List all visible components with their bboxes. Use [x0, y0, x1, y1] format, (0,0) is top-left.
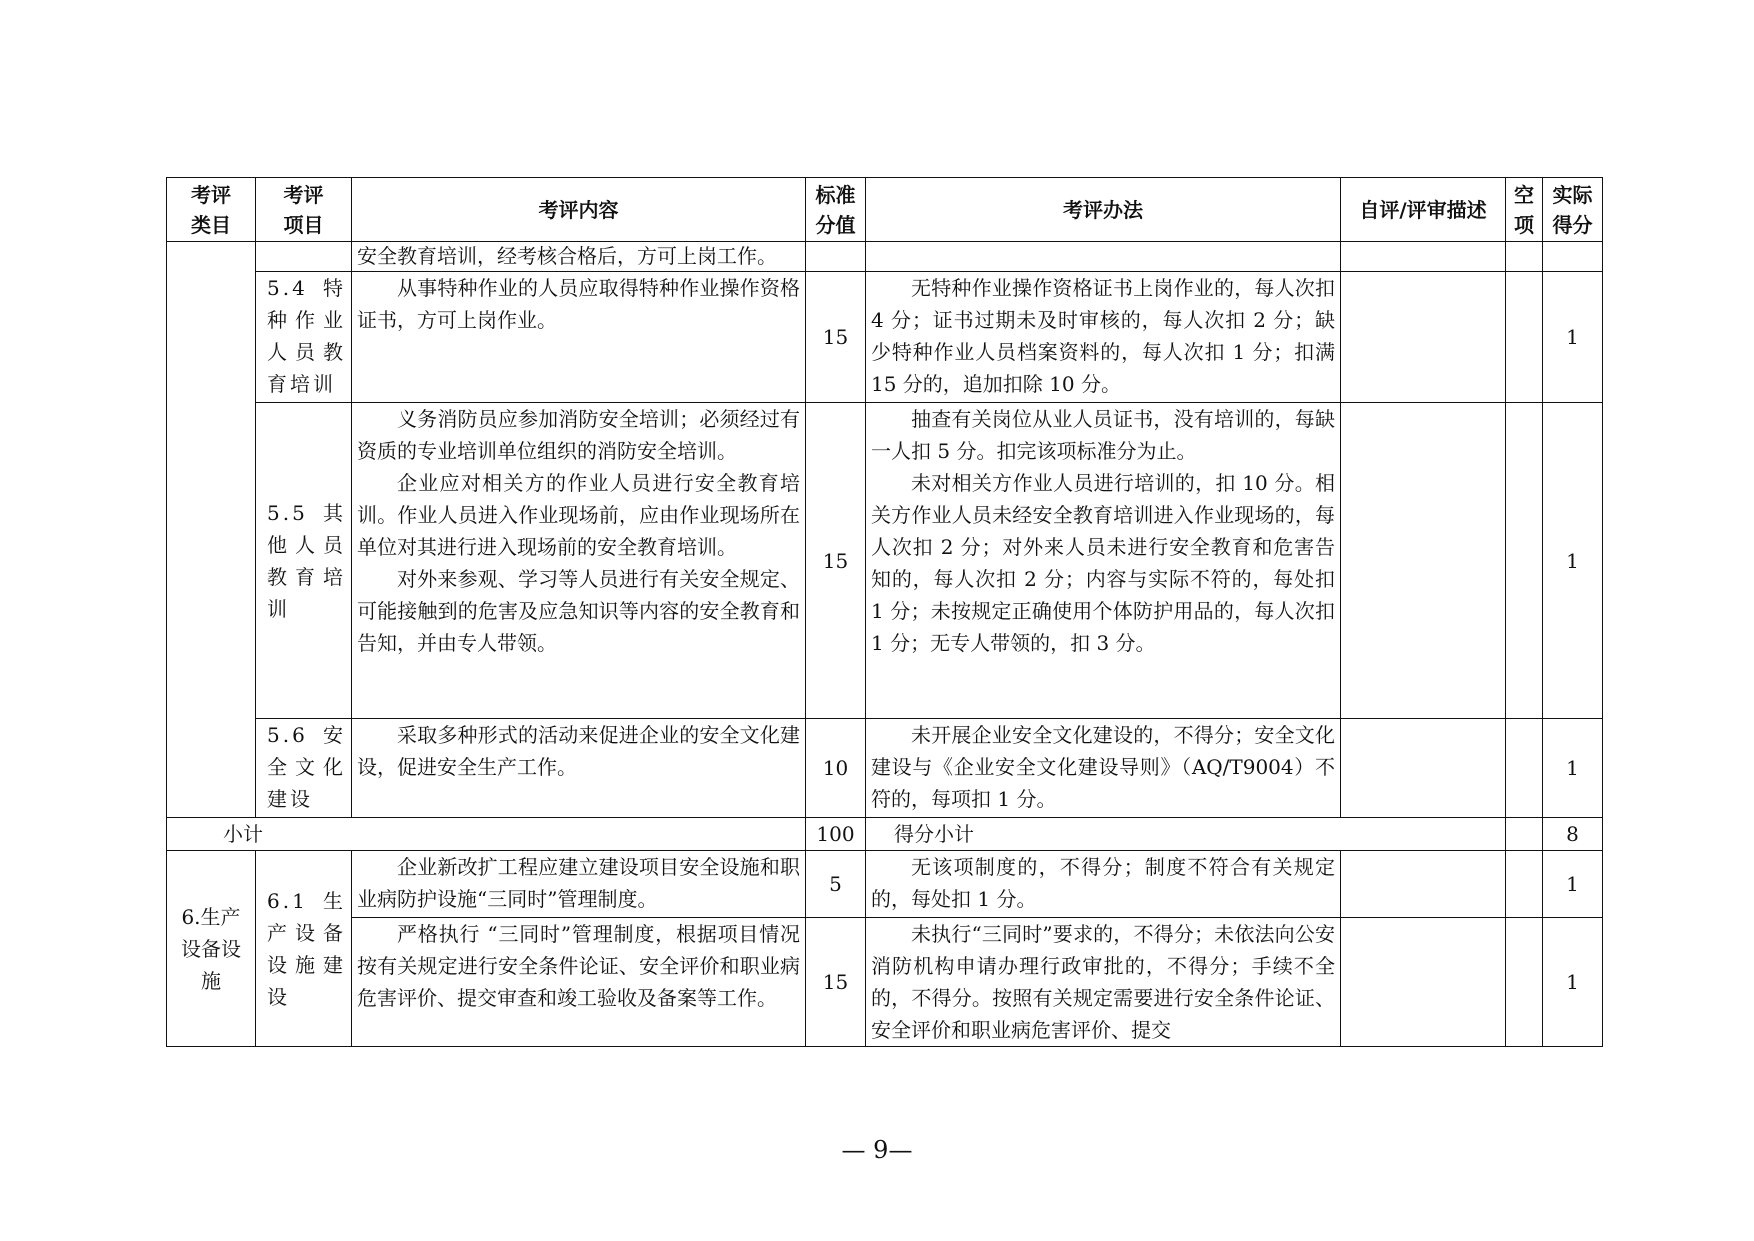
content-cell: 安全教育培训，经考核合格后，方可上岗工作。	[352, 242, 806, 272]
table-row	[167, 918, 1603, 1047]
empty-item-cell	[1506, 272, 1543, 403]
content-cell: 义务消防员应参加消防安全培训；必须经过有资质的专业培训单位组织的消防安全培训。 企业应对相关方的作业人员进行安全教育培训。作业人员进入作业现场前，应由作业现场所在单位对其进行进入现场前的安全教育培训。 对外来参观、学习等人员进行有关安全规定、可能接触到的危害及应急知识等内容的安全教育和告知，并由专人带领。	[352, 403, 806, 719]
self-review-cell	[1341, 272, 1506, 403]
header-category: 考评 类目	[167, 178, 256, 242]
header-self-review: 自评/评审描述	[1341, 178, 1506, 242]
category-cell-empty	[167, 242, 256, 818]
table-row	[167, 272, 1603, 403]
header-actual-score: 实际 得分	[1543, 178, 1603, 242]
self-review-cell	[1341, 403, 1506, 719]
header-item: 考评 项目	[256, 178, 352, 242]
category-cell: 6.生产设备设施	[167, 851, 256, 1047]
method-cell: 未执行“三同时”要求的，不得分；未依法向公安消防机构申请办理行政审批的，不得分；手续不全的，不得分。按照有关规定需要进行安全条件论证、安全评价和职业病危害评价、提交	[866, 918, 1341, 1047]
standard-score-cell: 10	[806, 719, 866, 818]
empty-item-cell	[1506, 242, 1543, 272]
empty-item-cell	[1506, 918, 1543, 1047]
standard-score-cell: 15	[806, 918, 866, 1047]
table-row	[167, 851, 1603, 918]
method-cell: 抽查有关岗位从业人员证书，没有培训的，每缺一人扣 5 分。扣完该项标准分为止。 未对相关方作业人员进行培训的，扣 10 分。相关方作业人员未经安全教育培训进入作业现场的，每人次扣 2 分；对外来人员未进行安全教育和危害告知的，每人次扣 2 分；内容与实际不符的，每处扣 1 分；未按规定正确使用个体防护用品的，每人次扣 1 分；无专人带领的，扣 3 分。	[866, 403, 1341, 719]
standard-score-cell: 15	[806, 272, 866, 403]
content-cell: 严格执行 “三同时”管理制度，根据项目情况按有关规定进行安全条件论证、安全评价和职业病危害评价、提交审查和竣工验收及备案等工作。	[352, 918, 806, 1047]
header-content: 考评内容	[352, 178, 806, 242]
empty-item-cell	[1506, 719, 1543, 818]
content-cell: 从事特种作业的人员应取得特种作业操作资格证书，方可上岗作业。	[352, 272, 806, 403]
empty-item-cell	[1506, 851, 1543, 918]
self-review-cell	[1341, 918, 1506, 1047]
actual-score-cell: 1	[1543, 403, 1603, 719]
item-cell-empty	[256, 242, 352, 272]
item-cell: 5.4 特种作业人员教育培训	[256, 272, 352, 403]
self-review-cell	[1341, 851, 1506, 918]
score-cell-empty	[806, 242, 866, 272]
page-number: — 9—	[841, 1136, 913, 1164]
subtotal-row	[167, 818, 1603, 851]
table-row	[167, 403, 1603, 719]
subtotal-score: 100	[806, 818, 866, 851]
method-cell: 无该项制度的，不得分；制度不符合有关规定的，每处扣 1 分。	[866, 851, 1341, 918]
standard-score-cell: 5	[806, 851, 866, 918]
subtotal-label: 小计	[167, 818, 806, 851]
self-review-cell	[1341, 719, 1506, 818]
header-method: 考评办法	[866, 178, 1341, 242]
table-row	[167, 719, 1603, 818]
empty-item-cell	[1506, 818, 1543, 851]
self-review-cell	[1341, 242, 1506, 272]
header-row	[167, 178, 1603, 242]
evaluation-table	[166, 177, 1603, 1047]
actual-score-cell: 1	[1543, 851, 1603, 918]
method-cell-empty	[866, 242, 1341, 272]
actual-score-cell: 1	[1543, 918, 1603, 1047]
header-standard-score: 标准 分值	[806, 178, 866, 242]
empty-item-cell	[1506, 403, 1543, 719]
item-cell: 5.6 安全文化建设	[256, 719, 352, 818]
content-cell: 采取多种形式的活动来促进企业的安全文化建设，促进安全生产工作。	[352, 719, 806, 818]
subtotal-score-label: 得分小计	[866, 818, 1506, 851]
table-row	[167, 242, 1603, 272]
header-empty-item: 空 项	[1506, 178, 1543, 242]
actual-score-cell: 1	[1543, 272, 1603, 403]
method-cell: 无特种作业操作资格证书上岗作业的，每人次扣 4 分；证书过期未及时审核的，每人次扣 2 分；缺少特种作业人员档案资料的，每人次扣 1 分；扣满 15 分的，追加扣除 10 分。	[866, 272, 1341, 403]
subtotal-actual-score: 8	[1543, 818, 1603, 851]
actual-score-cell-empty	[1543, 242, 1603, 272]
standard-score-cell: 15	[806, 403, 866, 719]
item-cell: 5.5 其他人员教育培训	[256, 403, 352, 719]
item-cell: 6.1 生产设备设施建设	[256, 851, 352, 1047]
actual-score-cell: 1	[1543, 719, 1603, 818]
method-cell: 未开展企业安全文化建设的，不得分；安全文化建设与《企业安全文化建设导则》（AQ/T9004）不符的，每项扣 1 分。	[866, 719, 1341, 818]
content-cell: 企业新改扩工程应建立建设项目安全设施和职业病防护设施“三同时”管理制度。	[352, 851, 806, 918]
